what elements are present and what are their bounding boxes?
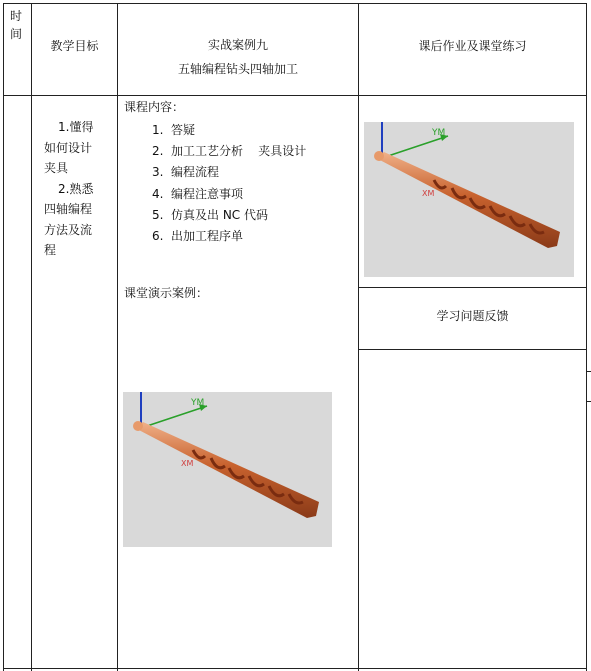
teaching-goals — [44, 117, 106, 261]
list-item: 4. 编程注意事项 — [152, 186, 244, 201]
drill-svg — [123, 392, 332, 547]
list-item: 6. 出加工程序单 — [152, 228, 244, 243]
demo-label: 课堂演示案例： — [124, 286, 209, 300]
col-divider-3 — [358, 3, 359, 671]
col-divider-2 — [117, 3, 118, 671]
content-list — [152, 121, 306, 248]
drill-model-image — [123, 392, 332, 547]
list-item: 2. 加工工艺分析 夹具设计 — [152, 144, 307, 159]
content-label: 课程内容： — [124, 100, 185, 114]
goal-line: 程 — [44, 243, 57, 257]
header-time-char-2: 间 — [10, 27, 23, 41]
header-time-char-1: 时 — [10, 9, 23, 23]
drill-body — [376, 152, 560, 248]
goal-line: 方法及流 — [44, 222, 93, 237]
overflow-line — [587, 371, 591, 372]
axis-label-ym: YM — [432, 128, 446, 138]
drill-shank-end — [133, 421, 143, 431]
feedback-heading: 学习问题反馈 — [436, 309, 509, 323]
drill-model-image — [364, 122, 574, 277]
header-case-title: 实战案例九 — [207, 38, 268, 52]
list-item: 3. 编程流程 — [152, 165, 220, 180]
header-row-divider — [3, 95, 587, 96]
list-item: 1. 答疑 — [152, 123, 196, 137]
y-axis-line — [141, 406, 207, 428]
table-border-top — [3, 3, 587, 4]
goal-line: 2.熟悉 — [58, 181, 94, 196]
header-homework: 课后作业及课堂练习 — [418, 39, 527, 53]
overflow-line-2 — [587, 401, 591, 402]
y-axis-line — [382, 136, 448, 158]
drill-shank-end — [374, 151, 384, 161]
table-bottom-line — [3, 668, 587, 669]
col-divider-1 — [31, 3, 32, 671]
list-item: 5. 仿真及出 NC 代码 — [152, 207, 268, 222]
drill-body — [135, 422, 319, 518]
right-row-divider-2 — [358, 349, 587, 350]
table-border-left — [3, 3, 4, 671]
goal-line: 1.懂得 — [58, 120, 94, 134]
drill-svg — [364, 122, 574, 277]
header-case-subtitle: 五轴编程钻头四轴加工 — [177, 62, 298, 76]
axis-label-xm: XM — [422, 189, 435, 198]
axis-label-ym: YM — [191, 398, 205, 408]
right-row-divider-1 — [358, 287, 587, 288]
axis-label-xm: XM — [181, 459, 194, 468]
goal-line: 如何设计 — [44, 140, 93, 155]
table-border-right — [586, 3, 587, 671]
goal-line: 四轴编程 — [44, 202, 93, 216]
goal-line: 夹具 — [44, 161, 69, 175]
header-goal: 教学目标 — [50, 39, 99, 53]
